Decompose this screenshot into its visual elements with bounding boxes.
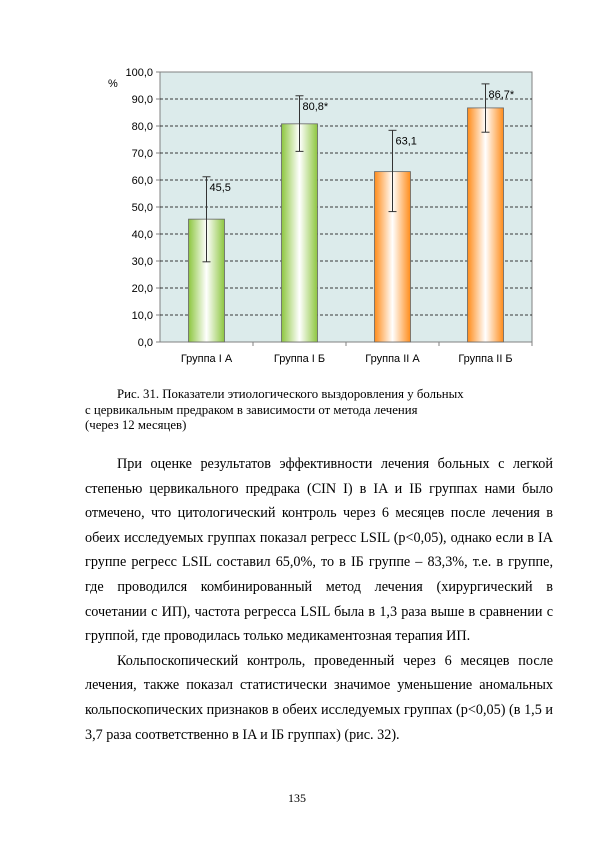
caption-line-2: с цервикальным предраком в зависимости от метода лечения <box>85 402 418 417</box>
bar <box>468 108 504 342</box>
bar-chart <box>100 60 540 370</box>
bar <box>282 124 318 342</box>
page-number: 135 <box>288 791 306 805</box>
paragraph-1: При оценке результатов эффективности лечения больных с легкой степенью цервикального предрака (CIN I) в IA и IБ группах нами было отмечено, что цитологический контроль через 6 месяцев после лечения в обеих исследуемых группах показал регресс LSIL (р<0,05), однако если в IA группе регресс LSIL составил 65,0%, то в IБ группе – 83,3%, т.е. в группе, где проводился комбинированный метод лечения (хирургический в сочетании с ИП), частота регресса LSIL была в 1,3 раза выше в сравнении с группой, где проводилась только медикаментозная терапия ИП. <box>85 456 553 645</box>
x-tick-label: Группа II А <box>365 353 420 365</box>
y-tick-label: 40,0 <box>131 229 153 241</box>
x-axis-ticks <box>181 342 532 365</box>
paragraph-2: Кольпоскопический контроль, проведенный через 6 месяцев после лечения, также показал статистически значимое уменьшение аномальных кольпоскопических признаков в обеих исследуемых группах (р<0,05) (в 1,5 и 3,7 раза соответственно в IA и IБ группах) (рис. 32). <box>85 652 553 743</box>
y-tick-label: 100,0 <box>125 67 153 79</box>
x-tick-label: Группа II Б <box>458 353 513 365</box>
y-tick-label: 10,0 <box>131 310 153 322</box>
body-text <box>85 452 553 747</box>
data-label: 80,8* <box>302 100 329 113</box>
x-tick-label: Группа I Б <box>273 353 326 365</box>
y-tick-label: 0,0 <box>137 337 153 349</box>
figure-caption <box>85 387 525 434</box>
y-tick-label: 80,0 <box>131 121 153 133</box>
y-tick-label: 70,0 <box>131 148 153 160</box>
caption-line-3: (через 12 месяцев) <box>85 418 187 432</box>
y-axis-ticks <box>125 67 160 349</box>
caption-line-1: Рис. 31. Показатели этиологического выздоровления у больных <box>117 387 464 401</box>
y-tick-label: 50,0 <box>131 202 153 214</box>
y-tick-label: 90,0 <box>131 94 153 106</box>
y-axis-label: % <box>108 78 118 90</box>
x-tick-label: Группа I А <box>180 353 233 365</box>
data-label: 45,5 <box>209 181 231 194</box>
y-tick-label: 20,0 <box>131 283 153 295</box>
y-tick-label: 30,0 <box>131 256 153 268</box>
y-tick-label: 60,0 <box>131 175 153 187</box>
data-label: 86,7* <box>488 88 515 101</box>
data-label: 63,1 <box>395 135 417 148</box>
